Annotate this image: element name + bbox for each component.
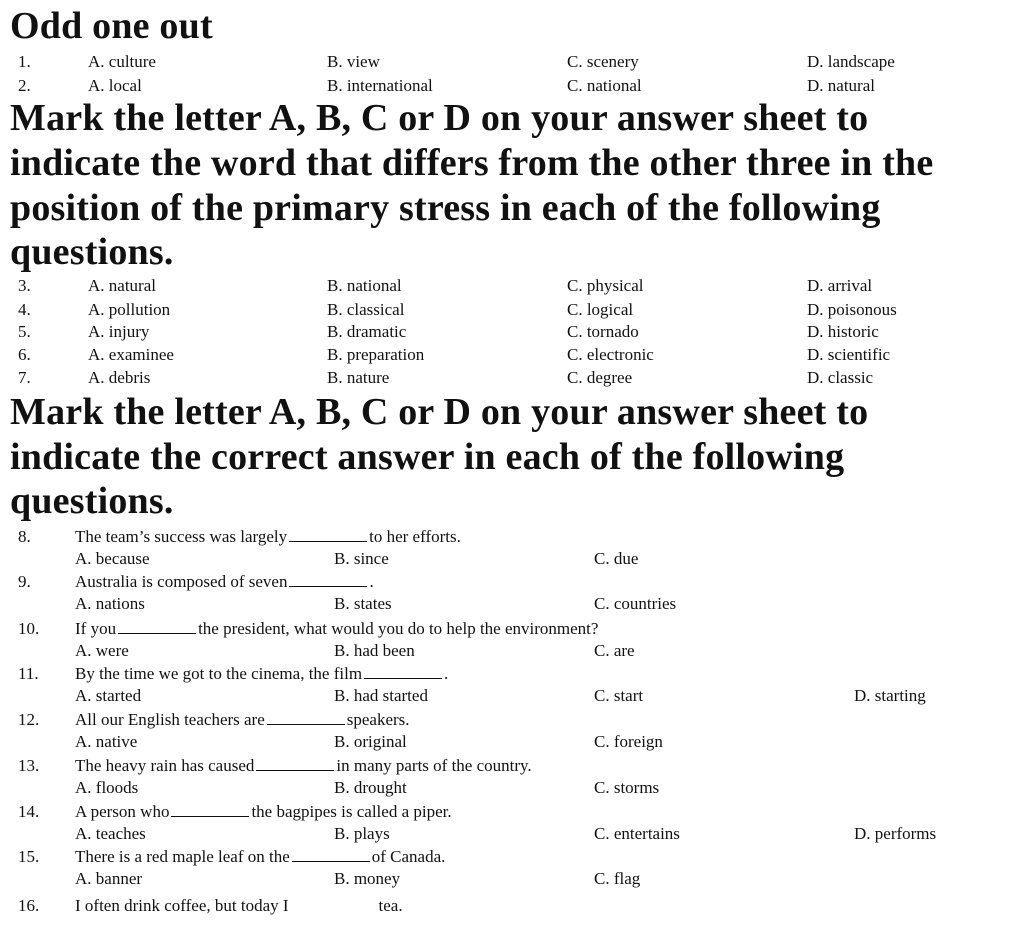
question-number: 3. — [18, 276, 31, 295]
option-d: D. starting — [854, 686, 926, 705]
question-number: 5. — [18, 322, 31, 341]
stem-before-blank: By the time we got to the cinema, the film — [75, 664, 363, 683]
question-stem — [75, 664, 448, 684]
question-number: 7. — [18, 368, 31, 387]
stem-before-blank: The team’s success was largely — [75, 527, 288, 546]
option-d: D. historic — [807, 322, 879, 341]
option-c: C. start — [594, 686, 644, 705]
option-a: A. floods — [75, 778, 139, 797]
question-stem — [75, 847, 445, 867]
option-c: C. national — [567, 76, 642, 95]
option-b: B. had started — [334, 686, 428, 705]
question-number: 4. — [18, 300, 31, 319]
question-stem — [75, 896, 403, 916]
stem-after-blank: . — [444, 664, 449, 683]
option-b: B. preparation — [327, 345, 425, 364]
option-d: D. classic — [807, 368, 874, 387]
option-b: B. nature — [327, 368, 390, 387]
question-number: 8. — [18, 527, 31, 546]
stem-after-blank: speakers. — [346, 710, 410, 729]
option-c: C. degree — [567, 368, 633, 387]
option-a: A. culture — [88, 52, 156, 71]
option-b: B. view — [327, 52, 380, 71]
stem-after-blank: of Canada. — [371, 847, 446, 866]
option-a: A. debris — [88, 368, 151, 387]
section-instruction-line: indicate the word that differs from the other three in the — [10, 142, 934, 184]
stem-after-blank: the bagpipes is called a piper. — [251, 802, 452, 821]
question-number: 1. — [18, 52, 31, 71]
option-b: B. since — [334, 549, 389, 568]
answer-blank — [267, 710, 345, 725]
question-stem — [75, 710, 410, 730]
stem-before-blank: Australia is composed of seven — [75, 572, 288, 591]
question-number: 11. — [18, 664, 39, 683]
option-b: B. original — [334, 732, 407, 751]
option-a: A. because — [75, 549, 150, 568]
question-stem — [75, 572, 374, 592]
question-number: 10. — [18, 619, 40, 638]
stem-after-blank: in many parts of the country. — [336, 756, 532, 775]
option-c: C. storms — [594, 778, 660, 797]
stem-after-blank: tea. — [378, 896, 403, 915]
option-c: C. foreign — [594, 732, 663, 751]
stem-before-blank: The heavy rain has caused — [75, 756, 255, 775]
section-instruction-line: questions. — [10, 480, 174, 522]
option-c: C. electronic — [567, 345, 654, 364]
answer-blank — [256, 756, 334, 771]
answer-blank — [364, 664, 442, 679]
answer-blank — [171, 802, 249, 817]
option-a: A. local — [88, 76, 142, 95]
section-instruction-line: indicate the correct answer in each of the following — [10, 436, 845, 478]
answer-blank — [289, 572, 367, 587]
option-c: C. entertains — [594, 824, 680, 843]
option-d: D. natural — [807, 76, 875, 95]
option-c: C. logical — [567, 300, 634, 319]
option-d: D. arrival — [807, 276, 873, 295]
option-a: A. started — [75, 686, 142, 705]
question-number: 6. — [18, 345, 31, 364]
option-a: A. examinee — [88, 345, 174, 364]
option-b: B. international — [327, 76, 433, 95]
stem-before-blank: If you — [75, 619, 117, 638]
answer-blank — [289, 527, 367, 542]
option-b: B. classical — [327, 300, 405, 319]
question-number: 12. — [18, 710, 40, 729]
question-number: 14. — [18, 802, 40, 821]
question-stem — [75, 619, 598, 639]
option-d: D. landscape — [807, 52, 895, 71]
question-number: 9. — [18, 572, 31, 591]
stem-before-blank: There is a red maple leaf on the — [75, 847, 290, 866]
option-c: C. physical — [567, 276, 644, 295]
section-instruction-line: Mark the letter A, B, C or D on your answer sheet to — [10, 391, 869, 433]
option-c: C. due — [594, 549, 639, 568]
option-d: D. performs — [854, 824, 937, 843]
answer-blank — [292, 847, 370, 862]
option-b: B. states — [334, 594, 392, 613]
option-a: A. pollution — [88, 300, 171, 319]
question-stem — [75, 756, 532, 776]
stem-before-blank: I often drink coffee, but today I — [75, 896, 289, 915]
section-title-odd-one-out: Odd one out — [10, 5, 213, 47]
option-b: B. plays — [334, 824, 390, 843]
option-b: B. had been — [334, 641, 415, 660]
question-stem — [75, 802, 452, 822]
option-a: A. injury — [88, 322, 150, 341]
stem-before-blank: A person who — [75, 802, 170, 821]
option-d: D. scientific — [807, 345, 891, 364]
stem-after-blank: . — [369, 572, 374, 591]
option-a: A. banner — [75, 869, 143, 888]
section-instruction-line: position of the primary stress in each of the following — [10, 187, 881, 229]
option-a: A. teaches — [75, 824, 146, 843]
question-number: 15. — [18, 847, 40, 866]
option-a: A. native — [75, 732, 138, 751]
option-b: B. drought — [334, 778, 407, 797]
stem-after-blank: the president, what would you do to help the environment? — [198, 619, 599, 638]
stem-before-blank: All our English teachers are — [75, 710, 265, 729]
stem-after-blank: to her efforts. — [369, 527, 461, 546]
option-c: C. tornado — [567, 322, 639, 341]
option-b: B. dramatic — [327, 322, 407, 341]
option-a: A. nations — [75, 594, 145, 613]
section-instruction-line: Mark the letter A, B, C or D on your answer sheet to — [10, 97, 869, 139]
question-number: 2. — [18, 76, 31, 95]
option-a: A. natural — [88, 276, 156, 295]
option-c: C. countries — [594, 594, 677, 613]
option-a: A. were — [75, 641, 129, 660]
option-c: C. scenery — [567, 52, 639, 71]
question-number: 16. — [18, 896, 40, 915]
option-c: C. are — [594, 641, 635, 660]
option-b: B. national — [327, 276, 402, 295]
option-d: D. poisonous — [807, 300, 897, 319]
answer-blank — [118, 619, 196, 634]
option-c: C. flag — [594, 869, 641, 888]
section-instruction-line: questions. — [10, 231, 174, 273]
option-b: B. money — [334, 869, 401, 888]
question-number: 13. — [18, 756, 40, 775]
question-stem — [75, 527, 461, 547]
